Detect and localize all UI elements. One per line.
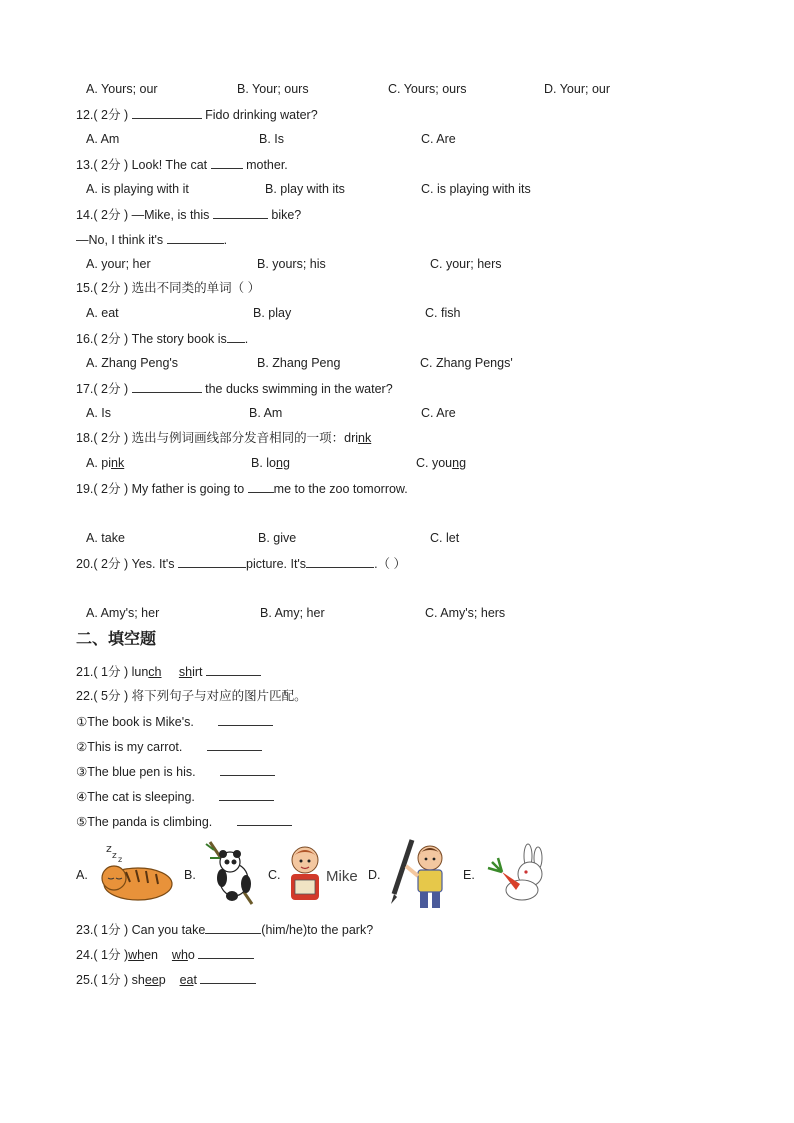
q14-option-b: B. yours; his	[257, 257, 326, 271]
picture-label-d: D.	[368, 868, 381, 882]
question-text: mother.	[246, 158, 288, 172]
question-text: 将下列句子与对应的图片匹配。	[131, 689, 307, 703]
q20-option-c: C. Amy's; hers	[425, 606, 506, 620]
question-number: 12.	[76, 108, 94, 122]
q14-stem-line2	[76, 231, 227, 248]
question-score: ( 1分 )	[93, 923, 129, 937]
q18-option-b: B. long	[251, 456, 290, 470]
question-text: the ducks swimming in the water?	[205, 382, 393, 396]
q14-option-a: A. your; her	[86, 257, 151, 271]
question-text: 选出与例词画线部分发音相同的一项：	[131, 431, 345, 445]
q15-option-b: B. play	[253, 306, 292, 320]
answer-blank[interactable]	[211, 156, 243, 169]
mike-label: Mike	[326, 868, 358, 885]
question-number: 22.	[76, 689, 94, 703]
answer-blank[interactable]	[248, 480, 274, 493]
q11-option-a: A. Yours; our	[86, 82, 158, 96]
answer-blank[interactable]	[218, 713, 273, 726]
answer-blank[interactable]	[132, 106, 202, 119]
q17-option-b: B. Am	[249, 406, 283, 420]
question-text: picture. It's	[246, 557, 307, 571]
answer-blank[interactable]	[213, 206, 268, 219]
question-text: My father is going to	[131, 482, 245, 496]
picture-label-c: C.	[268, 868, 281, 882]
q16-stem	[76, 330, 248, 347]
q20-stem	[76, 555, 406, 572]
q22-item-5: ⑤The panda is climbing.	[76, 813, 292, 830]
answer-blank[interactable]	[220, 763, 275, 776]
question-text: 选出不同类的单词（ ）	[131, 281, 261, 295]
q24-stem: 24.( 1分 )when who	[76, 946, 254, 963]
question-score: ( 2分 )	[93, 482, 129, 496]
q19-option-c: C. let	[430, 531, 460, 545]
q20-option-a: A. Amy's; her	[86, 606, 160, 620]
q18-option-a: A. pink	[86, 456, 125, 470]
boy-with-pen-picture	[386, 836, 456, 912]
q12-option-a: A. Am	[86, 132, 120, 146]
question-score: ( 2分 )	[93, 431, 129, 445]
question-score: ( 1分 )	[93, 973, 129, 987]
question-number: 19.	[76, 482, 94, 496]
question-number: 25.	[76, 973, 94, 987]
q20-option-b: B. Amy; her	[260, 606, 325, 620]
q13-option-a: A. is playing with it	[86, 182, 189, 196]
question-score: ( 1分 )	[93, 948, 129, 962]
answer-blank[interactable]	[167, 231, 224, 244]
climbing-panda-picture	[200, 840, 262, 906]
svg-text:z: z	[118, 855, 123, 864]
question-number: 16.	[76, 332, 94, 346]
q19-option-b: B. give	[258, 531, 297, 545]
q15-stem	[76, 280, 260, 296]
question-score: ( 2分 )	[93, 108, 129, 122]
q22-item-3: ③The blue pen is his.	[76, 763, 275, 780]
rabbit-with-carrot-picture	[480, 842, 552, 902]
question-number: 24.	[76, 948, 94, 962]
q16-option-c: C. Zhang Pengs'	[420, 356, 513, 370]
question-number: 13.	[76, 158, 94, 172]
question-number: 21.	[76, 665, 94, 679]
question-text: —No, I think it's	[76, 233, 164, 247]
answer-blank[interactable]	[132, 380, 202, 393]
q12-option-b: B. Is	[259, 132, 285, 146]
question-score: ( 2分 )	[93, 557, 129, 571]
question-number: 20.	[76, 557, 94, 571]
q11-option-d: D. Your; our	[544, 82, 611, 96]
question-number: 23.	[76, 923, 94, 937]
q19-option-a: A. take	[86, 531, 125, 545]
q15-option-c: C. fish	[425, 306, 461, 320]
question-score: ( 2分 )	[93, 158, 129, 172]
question-text: The story book is	[131, 332, 227, 346]
example-word: dri	[344, 431, 359, 445]
question-score: ( 1分 )	[93, 665, 129, 679]
question-text: Yes. It's	[131, 557, 175, 571]
sleeping-cat-picture	[96, 840, 176, 904]
q25-stem: 25.( 1分 ) sheep eat	[76, 971, 256, 988]
answer-blank[interactable]	[237, 813, 292, 826]
q18-option-c: C. young	[416, 456, 467, 470]
question-text: —Mike, is this	[131, 208, 210, 222]
question-text: .	[244, 332, 249, 346]
question-score: ( 2分 )	[93, 281, 129, 295]
question-text: (him/he)to the park?	[261, 923, 374, 937]
question-text: Can you take	[131, 923, 206, 937]
q11-option-c: C. Yours; ours	[388, 82, 467, 96]
q17-option-c: C. Are	[421, 406, 456, 420]
q22-item-4: ④The cat is sleeping.	[76, 788, 274, 805]
q16-option-a: A. Zhang Peng's	[86, 356, 179, 370]
answer-blank[interactable]	[205, 921, 261, 934]
q18-stem	[76, 430, 371, 446]
q17-option-a: A. Is	[86, 406, 112, 420]
q16-option-b: B. Zhang Peng	[257, 356, 341, 370]
q22-item-1: ①The book is Mike's.	[76, 713, 273, 730]
svg-text:z: z	[106, 842, 112, 855]
question-score: ( 2分 )	[93, 382, 129, 396]
question-number: 18.	[76, 431, 94, 445]
q19-stem	[76, 480, 408, 497]
q15-option-a: A. eat	[86, 306, 119, 320]
q21-stem: 21.( 1分 ) lunch shirt	[76, 663, 261, 680]
q13-option-c: C. is playing with its	[421, 182, 531, 196]
question-score: ( 2分 )	[93, 332, 129, 346]
q23-stem	[76, 921, 373, 938]
q17-stem	[76, 380, 393, 397]
q12-stem	[76, 106, 318, 123]
question-text: Look! The cat	[131, 158, 208, 172]
question-text: Fido drinking water?	[205, 108, 318, 122]
picture-label-a: A.	[76, 868, 88, 882]
svg-text:z: z	[112, 851, 117, 861]
answer-blank[interactable]	[219, 788, 274, 801]
picture-label-b: B.	[184, 868, 196, 882]
question-text: bike?	[271, 208, 302, 222]
question-number: 17.	[76, 382, 94, 396]
q12-option-c: C. Are	[421, 132, 456, 146]
q22-stem	[76, 688, 307, 704]
answer-blank[interactable]	[200, 971, 256, 984]
answer-blank[interactable]	[206, 663, 261, 676]
question-text: .（ ）	[374, 557, 407, 571]
q22-item-2: ②This is my carrot.	[76, 738, 262, 755]
question-text: me to the zoo tomorrow.	[273, 482, 408, 496]
q13-stem	[76, 156, 288, 173]
q13-option-b: B. play with its	[265, 182, 345, 196]
answer-blank[interactable]	[227, 330, 245, 343]
answer-blank[interactable]	[198, 946, 254, 959]
question-number: 15.	[76, 281, 94, 295]
question-score: ( 5分 )	[93, 689, 129, 703]
q14-stem	[76, 206, 301, 223]
q11-option-b: B. Your; ours	[237, 82, 309, 96]
example-word-underlined: nk	[358, 431, 372, 445]
answer-blank[interactable]	[306, 555, 374, 568]
picture-label-e: E.	[463, 868, 475, 882]
q14-option-c: C. your; hers	[430, 257, 502, 271]
question-text: .	[223, 233, 228, 247]
question-number: 14.	[76, 208, 94, 222]
answer-blank[interactable]	[207, 738, 262, 751]
section-title: 二、填空题	[76, 631, 157, 648]
answer-blank[interactable]	[178, 555, 246, 568]
question-score: ( 2分 )	[93, 208, 129, 222]
